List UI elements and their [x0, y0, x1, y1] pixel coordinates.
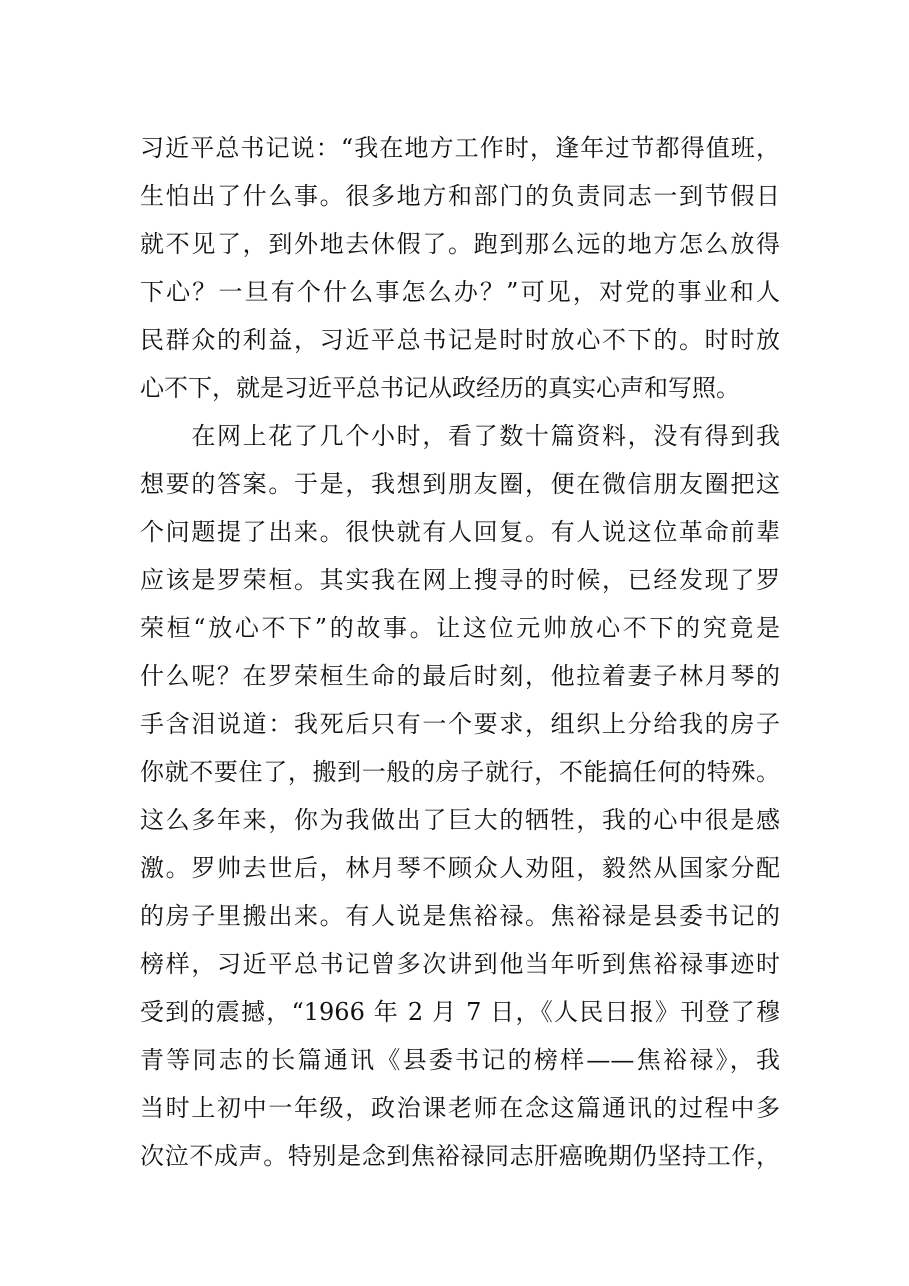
text-line: 青等同志的长篇通讯《县委书记的榜样——焦裕禄》，我 [140, 1046, 780, 1074]
text-line: 想要的答案。于是，我想到朋友圈，便在微信朋友圈把这 [140, 470, 780, 498]
text-line: 在网上花了几个小时，看了数十篇资料，没有得到我 [140, 422, 780, 450]
text-line: 心不下，就是习近平总书记从政经历的真实心声和写照。 [140, 374, 740, 402]
text-line: 荣桓“放心不下”的故事。让这位元帅放心不下的究竟是 [140, 614, 780, 642]
text-line: 下心？一旦有个什么事怎么办？”可见，对党的事业和人 [140, 278, 780, 306]
text-line: 当时上初中一年级，政治课老师在念这篇通讯的过程中多 [140, 1094, 780, 1122]
text-line: 受到的震撼，“1966 年 2 月 7 日，《人民日报》刊登了穆 [140, 998, 780, 1026]
text-line: 这么多年来，你为我做出了巨大的牺牲，我的心中很是感 [140, 806, 780, 834]
body-text [140, 124, 780, 1180]
text-line: 就不见了，到外地去休假了。跑到那么远的地方怎么放得 [140, 230, 780, 258]
text-line: 激。罗帅去世后，林月琴不顾众人劝阻，毅然从国家分配 [140, 854, 780, 882]
text-line: 个问题提了出来。很快就有人回复。有人说这位革命前辈 [140, 518, 780, 546]
text-line: 你就不要住了，搬到一般的房子就行，不能搞任何的特殊。 [140, 758, 780, 786]
text-line: 民群众的利益，习近平总书记是时时放心不下的。时时放 [140, 326, 780, 354]
text-line: 手含泪说道：我死后只有一个要求，组织上分给我的房子 [140, 710, 780, 738]
text-line: 次泣不成声。特别是念到焦裕禄同志肝癌晚期仍坚持工作， [140, 1142, 780, 1170]
text-line: 应该是罗荣桓。其实我在网上搜寻的时候，已经发现了罗 [140, 566, 780, 594]
text-line: 榜样，习近平总书记曾多次讲到他当年听到焦裕禄事迹时 [140, 950, 780, 978]
text-line: 什么呢？在罗荣桓生命的最后时刻，他拉着妻子林月琴的 [140, 662, 780, 690]
text-line: 的房子里搬出来。有人说是焦裕禄。焦裕禄是县委书记的 [140, 902, 780, 930]
text-line: 生怕出了什么事。很多地方和部门的负责同志一到节假日 [140, 182, 780, 210]
text-line: 习近平总书记说：“我在地方工作时，逢年过节都得值班， [140, 134, 780, 162]
